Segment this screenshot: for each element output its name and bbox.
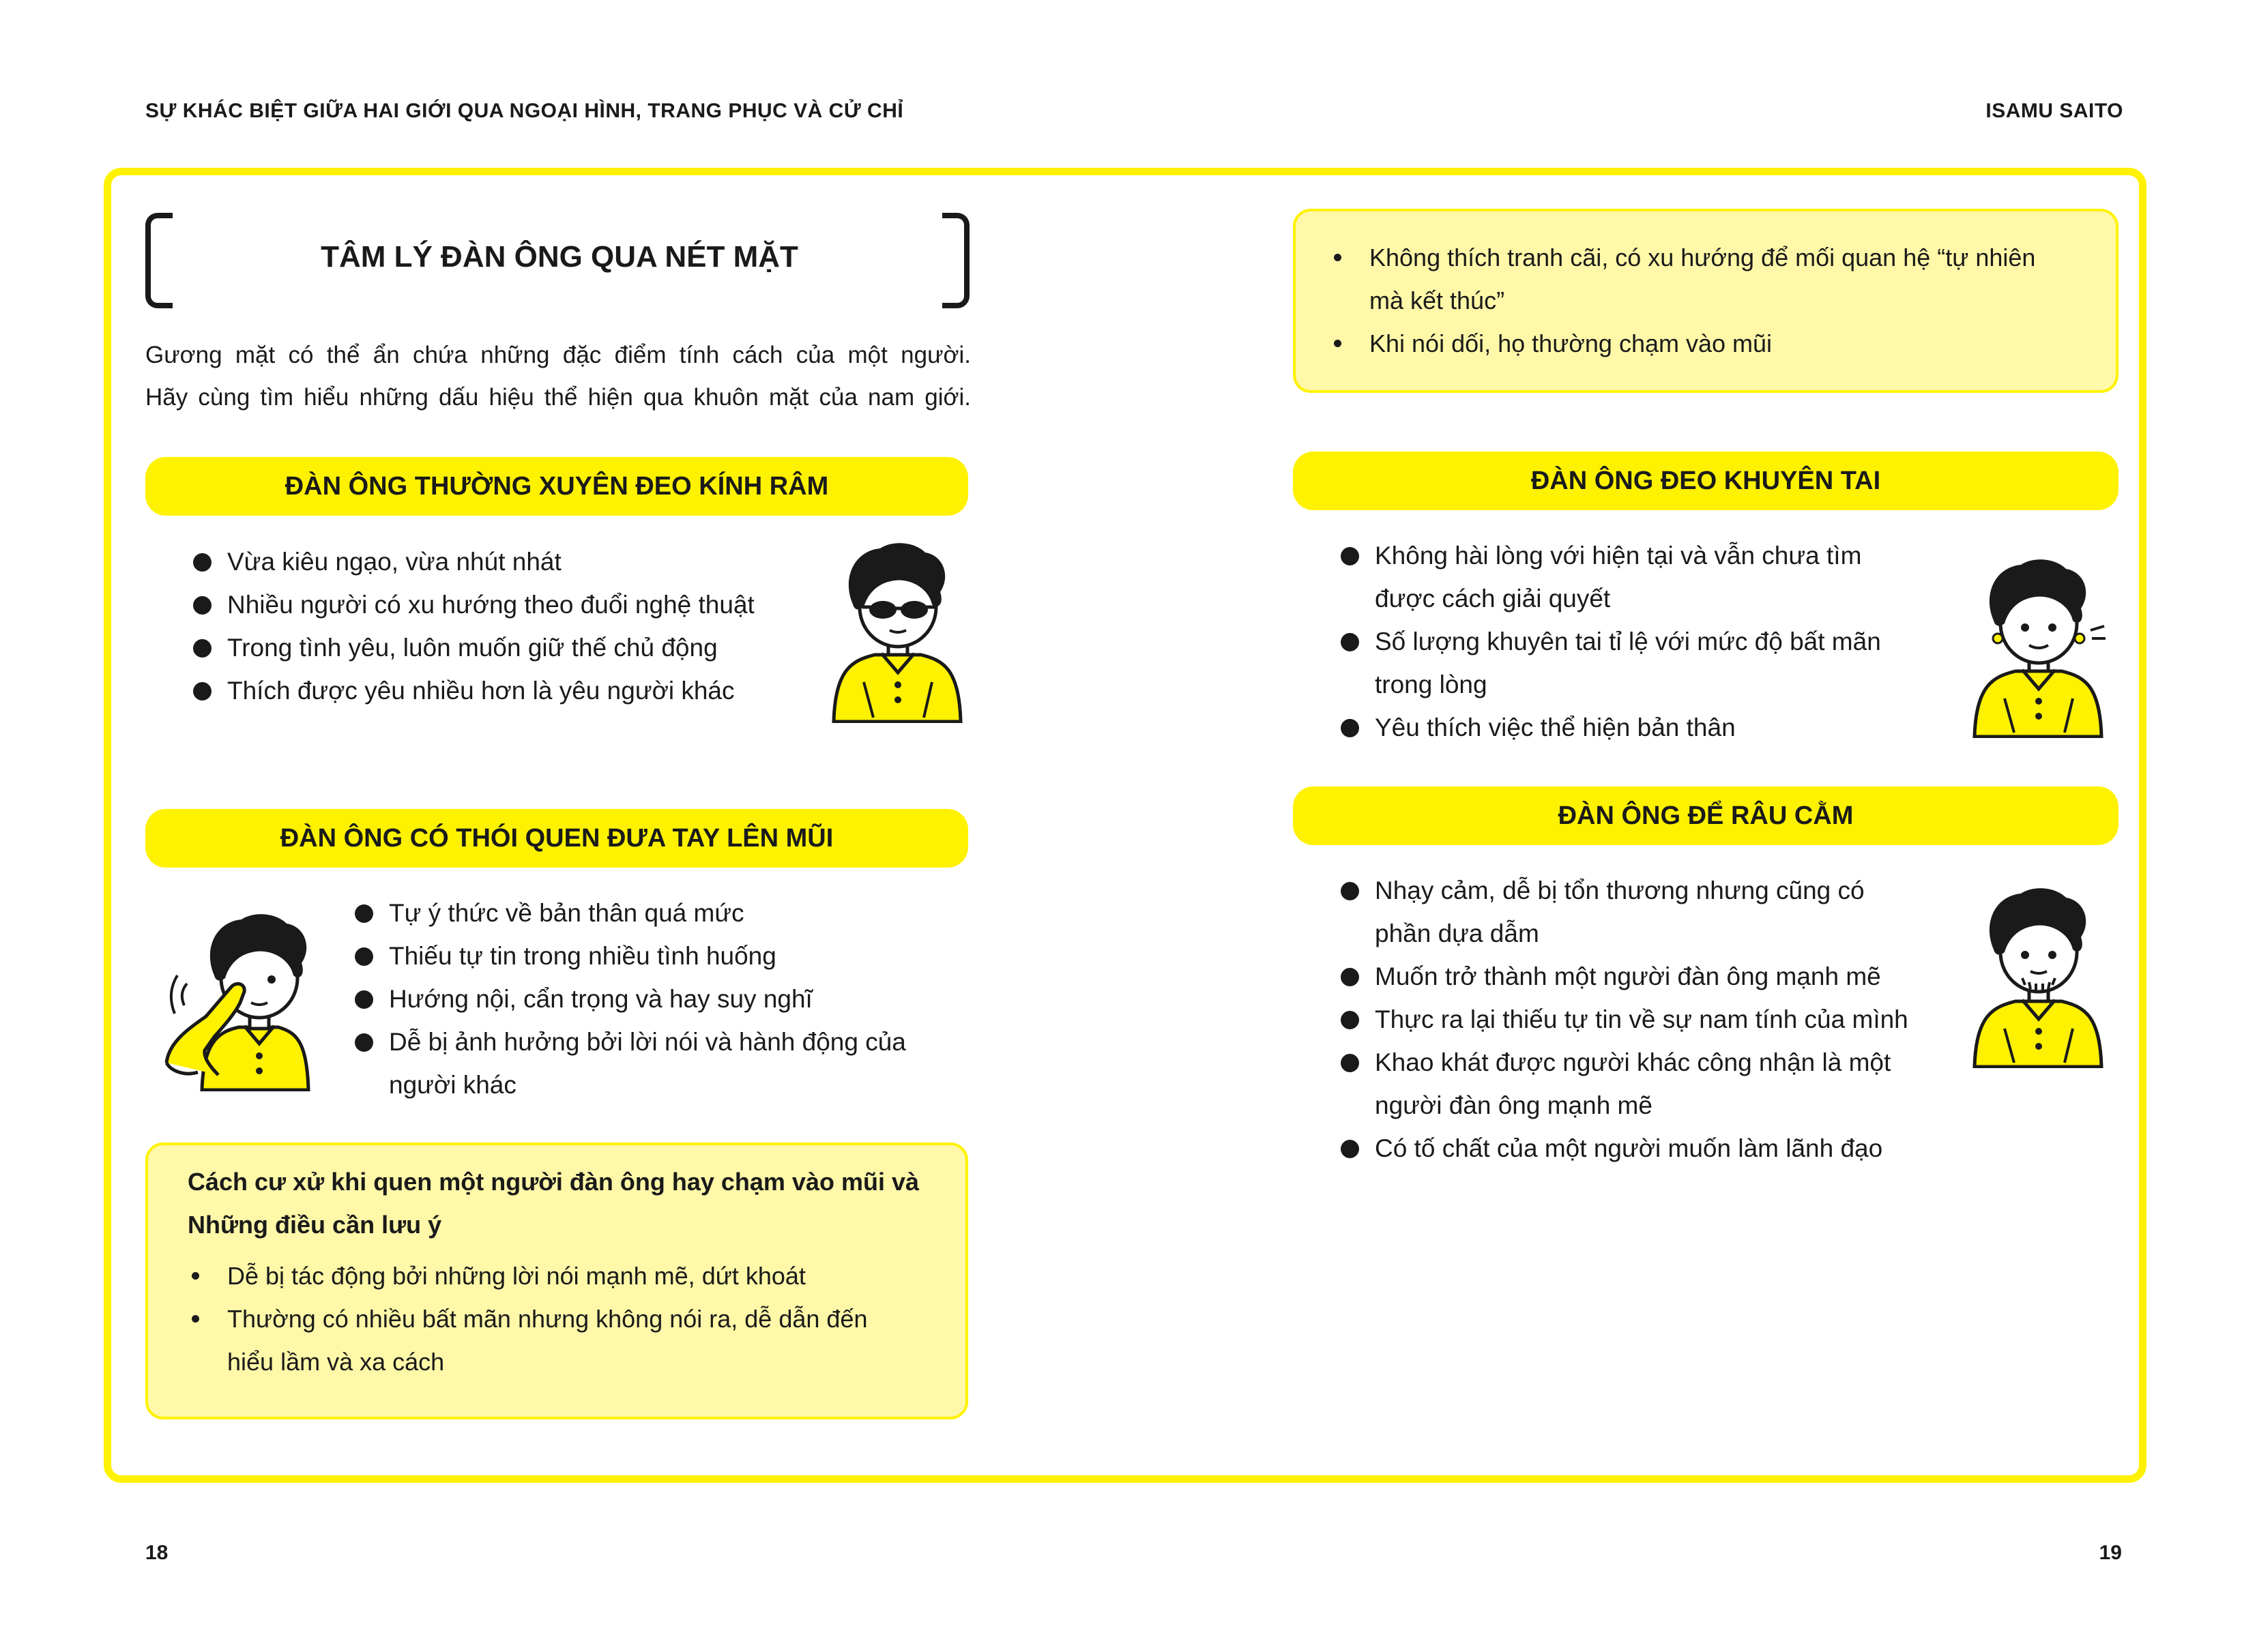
list-nose: [355, 891, 969, 1106]
list-item: Muốn trở thành một người đàn ông mạnh mẽ: [1341, 955, 1996, 998]
list-item-continuation: [1341, 912, 1996, 955]
note-title-line: Những điều cần lưu ý: [188, 1211, 442, 1239]
list-item: Dễ bị ảnh hưởng bởi lời nói và hành động của: [355, 1020, 969, 1063]
list-item: Số lượng khuyên tai tỉ lệ với mức độ bất mãn: [1341, 620, 1996, 663]
running-head-right: ISAMU SAITO: [1985, 100, 2123, 122]
list-item: Không hài lòng với hiện tại và vẫn chưa tìm: [1341, 534, 1996, 577]
page-number-left: 18: [145, 1542, 169, 1564]
man-beard-illustration: [1965, 881, 2115, 1068]
list-item: Thích được yêu nhiều hơn là yêu người khác: [193, 669, 841, 712]
list-item: Dễ bị tác động bởi những lời nói mạnh mẽ, dứt khoát: [188, 1254, 927, 1297]
list-beard: [1341, 869, 1996, 1170]
list-item-text: trong lòng: [1375, 670, 1487, 698]
running-head-left: SỰ KHÁC BIỆT GIỮA HAI GIỚI QUA NGOẠI HÌNH, TRANG PHỤC VÀ CỬ CHỈ: [145, 100, 904, 122]
list-item: Có tố chất của một người muốn làm lãnh đạo: [1341, 1127, 1996, 1170]
list-item: Nhạy cảm, dễ bị tổn thương nhưng cũng có: [1341, 869, 1996, 912]
list-sunglasses: [193, 540, 841, 712]
intro-line: Gương mặt có thể ẩn chứa những đặc điểm tính cách của một người.: [145, 342, 971, 368]
list-item-continuation: [188, 1340, 927, 1383]
list-item: Nhiều người có xu hướng theo đuổi nghệ thuật: [193, 583, 841, 626]
note-box-right: [1293, 209, 2118, 393]
note-box-left: [145, 1142, 968, 1419]
list-item: Vừa kiêu ngạo, vừa nhút nhát: [193, 540, 841, 583]
list-item: Không thích tranh cãi, có xu hướng để mối quan hệ “tự nhiên: [1330, 236, 2088, 279]
heading-earring: ĐÀN ÔNG ĐEO KHUYÊN TAI: [1293, 452, 2118, 510]
list-item-continuation: [1330, 279, 2088, 322]
list-item: Trong tình yêu, luôn muốn giữ thế chủ động: [193, 626, 841, 669]
list-item: Hướng nội, cẩn trọng và hay suy nghĩ: [355, 977, 969, 1020]
man-sunglasses-illustration: [826, 539, 969, 723]
heading-sunglasses: ĐÀN ÔNG THƯỜNG XUYÊN ĐEO KÍNH RÂM: [145, 457, 968, 516]
list-item: Khao khát được người khác công nhận là một: [1341, 1041, 1996, 1084]
list-item-text: người khác: [389, 1071, 516, 1099]
heading-nose: ĐÀN ÔNG CÓ THÓI QUEN ĐƯA TAY LÊN MŨI: [145, 809, 968, 868]
title-bracket-left: [145, 213, 173, 308]
page-number-right: 19: [2099, 1542, 2122, 1564]
list-item-continuation: [355, 1063, 969, 1106]
list-item-continuation: [1341, 577, 1996, 620]
list-item: Thực ra lại thiếu tự tin về sự nam tính của mình: [1341, 998, 1996, 1041]
list-item-text: người đàn ông mạnh mẽ: [1375, 1091, 1652, 1119]
list-item-continuation: [1341, 663, 1996, 706]
list-item: Khi nói dối, họ thường chạm vào mũi: [1330, 322, 2088, 365]
note-title-line: Cách cư xử khi quen một người đàn ông hay chạm vào mũi và: [188, 1168, 920, 1196]
page-title: TÂM LÝ ĐÀN ÔNG QUA NÉT MẶT: [321, 240, 798, 274]
list-item-continuation: [1341, 1084, 1996, 1127]
title-bracket-right: [942, 213, 970, 308]
note-list-left: [188, 1254, 927, 1383]
list-item-text: mà kết thúc”: [1369, 286, 1505, 314]
list-item-text: hiểu lầm và xa cách: [227, 1348, 445, 1376]
list-item: Yêu thích việc thể hiện bản thân: [1341, 706, 1996, 749]
list-item: Thiếu tự tin trong nhiều tình huống: [355, 934, 969, 977]
list-item: Thường có nhiều bất mãn nhưng không nói ra, dễ dẫn đến: [188, 1297, 927, 1340]
list-item-text: phần dựa dẫm: [1375, 919, 1539, 947]
man-touching-nose-illustration: [164, 907, 314, 1091]
note-list-right: [1330, 236, 2088, 365]
list-item-text: được cách giải quyết: [1375, 585, 1611, 613]
heading-beard: ĐÀN ÔNG ĐỂ RÂU CẰM: [1293, 786, 2118, 845]
man-earring-illustration: [1965, 554, 2115, 738]
list-item: Tự ý thức về bản thân quá mức: [355, 891, 969, 934]
intro-paragraph: [145, 334, 971, 419]
intro-line: Hãy cùng tìm hiểu những dấu hiệu thể hiện qua khuôn mặt của nam giới.: [145, 384, 971, 411]
list-earring: [1341, 534, 1996, 749]
